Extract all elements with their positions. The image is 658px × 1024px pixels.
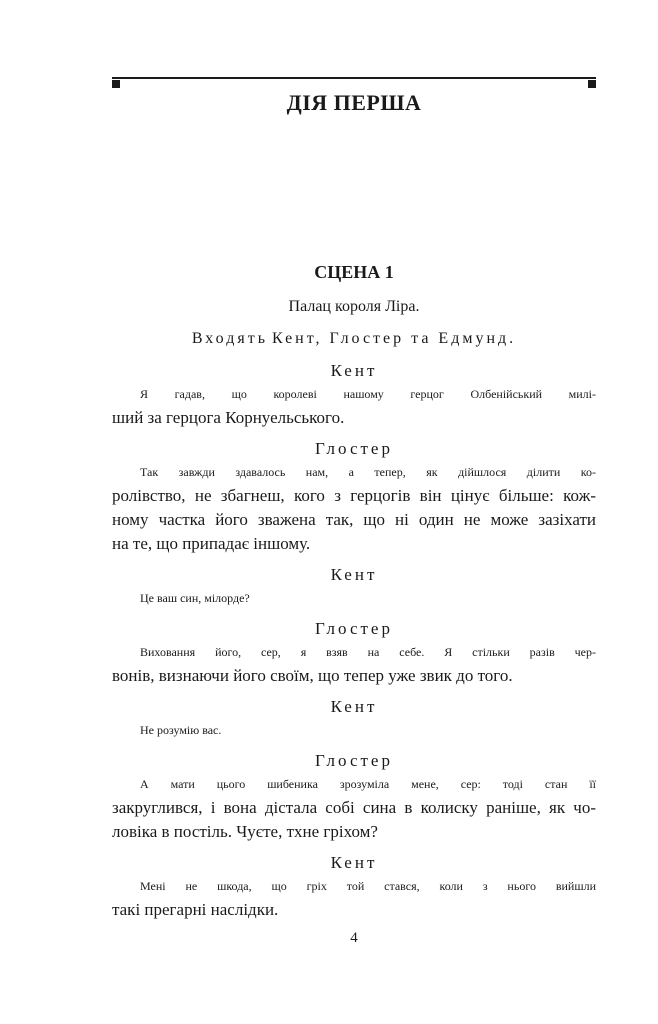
speech-line: на те, що припадає іншому. <box>112 534 311 553</box>
speech-line: Не розумію вас. <box>140 723 222 737</box>
dialogue <box>112 359 596 922</box>
play-text <box>112 262 596 929</box>
page-number: 4 <box>350 930 358 946</box>
speech-line: такі прегарні наслідки. <box>112 900 279 919</box>
speech-line: ролівство, не збагнеш, кого з герцогів він цінує більше: кож- <box>112 486 596 505</box>
speech <box>112 640 596 688</box>
speech-line: Так завжди здавалось нам, а тепер, як дійшлося ділити ко- <box>140 465 596 479</box>
speech-line: Виховання його, сер, я взяв на себе. Я стільки разів чер- <box>140 645 596 659</box>
speech <box>112 460 596 556</box>
header-ornament-left <box>112 80 120 88</box>
speech-line: Я гадав, що королеві нашому герцог Олбенійський милі- <box>140 387 596 401</box>
speech-line: ному частка його зважена так, що ні один не може зазіхати <box>112 510 596 529</box>
speech-line: ший за герцога Корнуельського. <box>112 408 345 427</box>
speaker-name: Кент <box>330 853 378 872</box>
speech-line: закруглився, і вона дістала собі сина в колиску раніше, як чо- <box>112 798 596 817</box>
speaker-name: Кент <box>330 565 378 584</box>
stage-direction-names: Кент, Глостер та Едмунд. <box>272 330 517 347</box>
stage-direction-enter <box>112 327 596 351</box>
speech <box>112 382 596 430</box>
stage-direction-place: Палац короля Ліра. <box>288 298 420 315</box>
speech-line: Це ваш син, мілорде? <box>140 591 250 605</box>
speaker-name: Глостер <box>315 751 393 770</box>
speech <box>112 874 596 922</box>
speech <box>112 586 596 610</box>
header-rule <box>112 77 596 79</box>
scene-title: СЦЕНА 1 <box>314 262 394 282</box>
speech-line: Мені не шкода, що гріх той стався, коли з нього вийшли <box>140 879 596 893</box>
speech-line: А мати цього шибеника зрозуміла мене, сер: тоді стан її <box>140 777 596 791</box>
act-title: ДІЯ ПЕРША <box>286 90 422 115</box>
speaker-name: Глостер <box>315 439 393 458</box>
speech <box>112 772 596 844</box>
stage-direction-verb: Входять <box>191 330 268 347</box>
speaker-name: Глостер <box>315 619 393 638</box>
speech-line: ловіка в постіль. Чуєте, тхне гріхом? <box>112 822 378 841</box>
speaker-name: Кент <box>330 361 378 380</box>
speech-line: вонів, визнаючи його своїм, що тепер уже звик до того. <box>112 666 513 685</box>
speech <box>112 718 596 742</box>
speaker-name: Кент <box>330 697 378 716</box>
header-ornament-right <box>588 80 596 88</box>
